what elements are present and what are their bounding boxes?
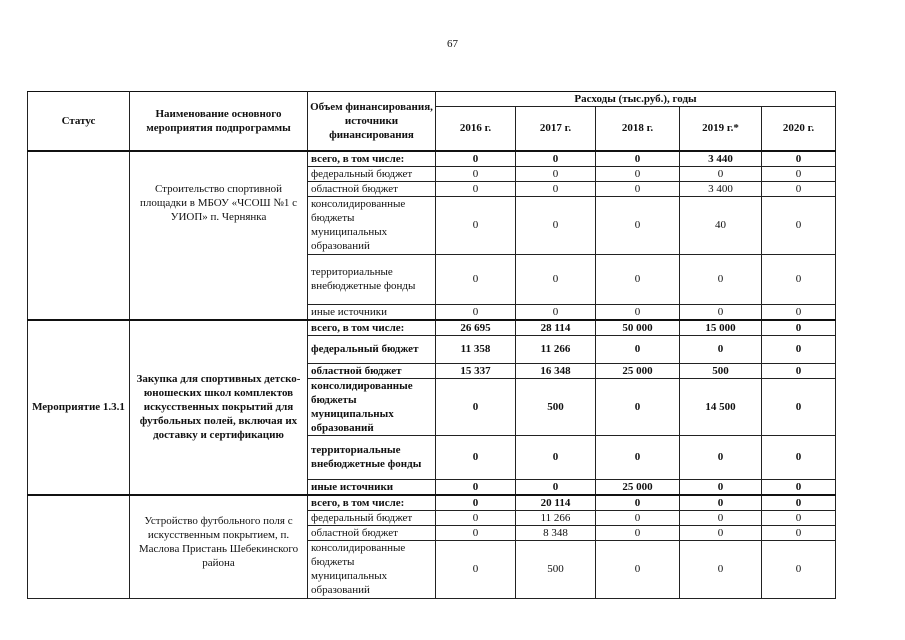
status-cell <box>28 151 130 320</box>
amount-cell: 11 266 <box>516 335 596 363</box>
amount-cell: 11 266 <box>516 510 596 525</box>
amount-cell: 16 348 <box>516 363 596 378</box>
amount-cell: 0 <box>596 510 680 525</box>
amount-cell: 0 <box>596 378 680 435</box>
amount-cell: 0 <box>762 254 836 304</box>
amount-cell: 0 <box>762 166 836 181</box>
status-cell <box>28 495 130 599</box>
table-row <box>28 495 836 511</box>
funding-source-cell: областной бюджет <box>308 181 436 196</box>
funding-source-cell: федеральный бюджет <box>308 166 436 181</box>
funding-source-cell: всего, в том числе: <box>308 495 436 511</box>
header-expenses: Расходы (тыс.руб.), годы <box>436 92 836 107</box>
amount-cell: 26 695 <box>436 320 516 336</box>
amount-cell: 0 <box>680 435 762 479</box>
amount-cell: 0 <box>436 151 516 167</box>
funding-source-cell: иные источники <box>308 479 436 495</box>
header-status: Статус <box>28 92 130 151</box>
amount-cell: 0 <box>596 196 680 254</box>
amount-cell: 0 <box>762 363 836 378</box>
financing-table <box>27 91 836 599</box>
funding-source-cell: федеральный бюджет <box>308 510 436 525</box>
amount-cell: 0 <box>680 304 762 320</box>
amount-cell: 0 <box>596 335 680 363</box>
amount-cell: 0 <box>516 435 596 479</box>
amount-cell: 0 <box>680 525 762 540</box>
event-name-cell: Строительство спортивной площадки в МБОУ «ЧСОШ №1 с УИОП» п. Чернянка <box>130 151 308 320</box>
amount-cell: 0 <box>436 254 516 304</box>
header-year: 2020 г. <box>762 107 836 151</box>
amount-cell: 0 <box>680 495 762 511</box>
funding-source-cell: консолидированные бюджеты муниципальных образований <box>308 196 436 254</box>
header-year: 2017 г. <box>516 107 596 151</box>
amount-cell: 0 <box>680 540 762 598</box>
amount-cell: 0 <box>436 304 516 320</box>
funding-source-cell: территориальные внебюджетные фонды <box>308 435 436 479</box>
amount-cell: 0 <box>596 254 680 304</box>
amount-cell: 25 000 <box>596 479 680 495</box>
amount-cell: 0 <box>596 151 680 167</box>
amount-cell: 28 114 <box>516 320 596 336</box>
amount-cell: 0 <box>680 335 762 363</box>
header-name: Наименование основного мероприятия подпрограммы <box>130 92 308 151</box>
amount-cell: 0 <box>762 181 836 196</box>
amount-cell: 0 <box>596 540 680 598</box>
amount-cell: 0 <box>596 525 680 540</box>
status-cell: Мероприятие 1.3.1 <box>28 320 130 495</box>
amount-cell: 0 <box>596 435 680 479</box>
amount-cell: 0 <box>436 166 516 181</box>
amount-cell: 3 400 <box>680 181 762 196</box>
funding-source-cell: консолидированные бюджеты муниципальных образований <box>308 540 436 598</box>
amount-cell: 25 000 <box>596 363 680 378</box>
amount-cell: 0 <box>762 335 836 363</box>
amount-cell: 0 <box>680 510 762 525</box>
amount-cell: 500 <box>516 540 596 598</box>
amount-cell: 0 <box>516 254 596 304</box>
table-row <box>28 151 836 167</box>
amount-cell: 0 <box>762 510 836 525</box>
amount-cell: 0 <box>516 151 596 167</box>
amount-cell: 0 <box>762 151 836 167</box>
amount-cell: 40 <box>680 196 762 254</box>
funding-source-cell: федеральный бюджет <box>308 335 436 363</box>
amount-cell: 0 <box>680 479 762 495</box>
amount-cell: 0 <box>680 254 762 304</box>
amount-cell: 50 000 <box>596 320 680 336</box>
funding-source-cell: всего, в том числе: <box>308 320 436 336</box>
funding-source-cell: всего, в том числе: <box>308 151 436 167</box>
amount-cell: 0 <box>596 181 680 196</box>
amount-cell: 0 <box>762 304 836 320</box>
amount-cell: 500 <box>516 378 596 435</box>
amount-cell: 0 <box>516 479 596 495</box>
funding-source-cell: консолидированные бюджеты муниципальных образований <box>308 378 436 435</box>
table-row <box>28 320 836 336</box>
amount-cell: 0 <box>516 166 596 181</box>
amount-cell: 0 <box>596 166 680 181</box>
amount-cell: 15 000 <box>680 320 762 336</box>
amount-cell: 0 <box>762 320 836 336</box>
table-body <box>28 151 836 599</box>
amount-cell: 3 440 <box>680 151 762 167</box>
amount-cell: 0 <box>436 525 516 540</box>
amount-cell: 0 <box>436 435 516 479</box>
funding-source-cell: областной бюджет <box>308 363 436 378</box>
amount-cell: 0 <box>436 540 516 598</box>
amount-cell: 0 <box>762 495 836 511</box>
amount-cell: 0 <box>762 378 836 435</box>
header-year: 2018 г. <box>596 107 680 151</box>
amount-cell: 15 337 <box>436 363 516 378</box>
amount-cell: 0 <box>436 181 516 196</box>
amount-cell: 0 <box>680 166 762 181</box>
amount-cell: 0 <box>596 495 680 511</box>
amount-cell: 0 <box>436 378 516 435</box>
amount-cell: 0 <box>516 304 596 320</box>
event-name-cell: Устройство футбольного поля с искусственным покрытием, п. Маслова Пристань Шебекинского района <box>130 495 308 599</box>
funding-source-cell: иные источники <box>308 304 436 320</box>
amount-cell: 0 <box>762 479 836 495</box>
amount-cell: 0 <box>596 304 680 320</box>
amount-cell: 0 <box>436 196 516 254</box>
funding-source-cell: областной бюджет <box>308 525 436 540</box>
funding-source-cell: территориальные внебюджетные фонды <box>308 254 436 304</box>
amount-cell: 14 500 <box>680 378 762 435</box>
amount-cell: 0 <box>516 181 596 196</box>
header-year: 2019 г.* <box>680 107 762 151</box>
amount-cell: 11 358 <box>436 335 516 363</box>
header-volume: Объем финансирования, источники финансирования <box>308 92 436 151</box>
amount-cell: 8 348 <box>516 525 596 540</box>
amount-cell: 0 <box>436 479 516 495</box>
amount-cell: 0 <box>762 196 836 254</box>
amount-cell: 0 <box>762 525 836 540</box>
header-year: 2016 г. <box>436 107 516 151</box>
amount-cell: 0 <box>762 435 836 479</box>
amount-cell: 0 <box>516 196 596 254</box>
amount-cell: 0 <box>436 510 516 525</box>
event-name-cell: Закупка для спортивных детско-юношеских школ комплектов искусственных покрытий для футбольных полей, включая их доставку и сертификацию <box>130 320 308 495</box>
amount-cell: 20 114 <box>516 495 596 511</box>
amount-cell: 0 <box>436 495 516 511</box>
page-number: 67 <box>447 38 458 50</box>
amount-cell: 0 <box>762 540 836 598</box>
amount-cell: 500 <box>680 363 762 378</box>
